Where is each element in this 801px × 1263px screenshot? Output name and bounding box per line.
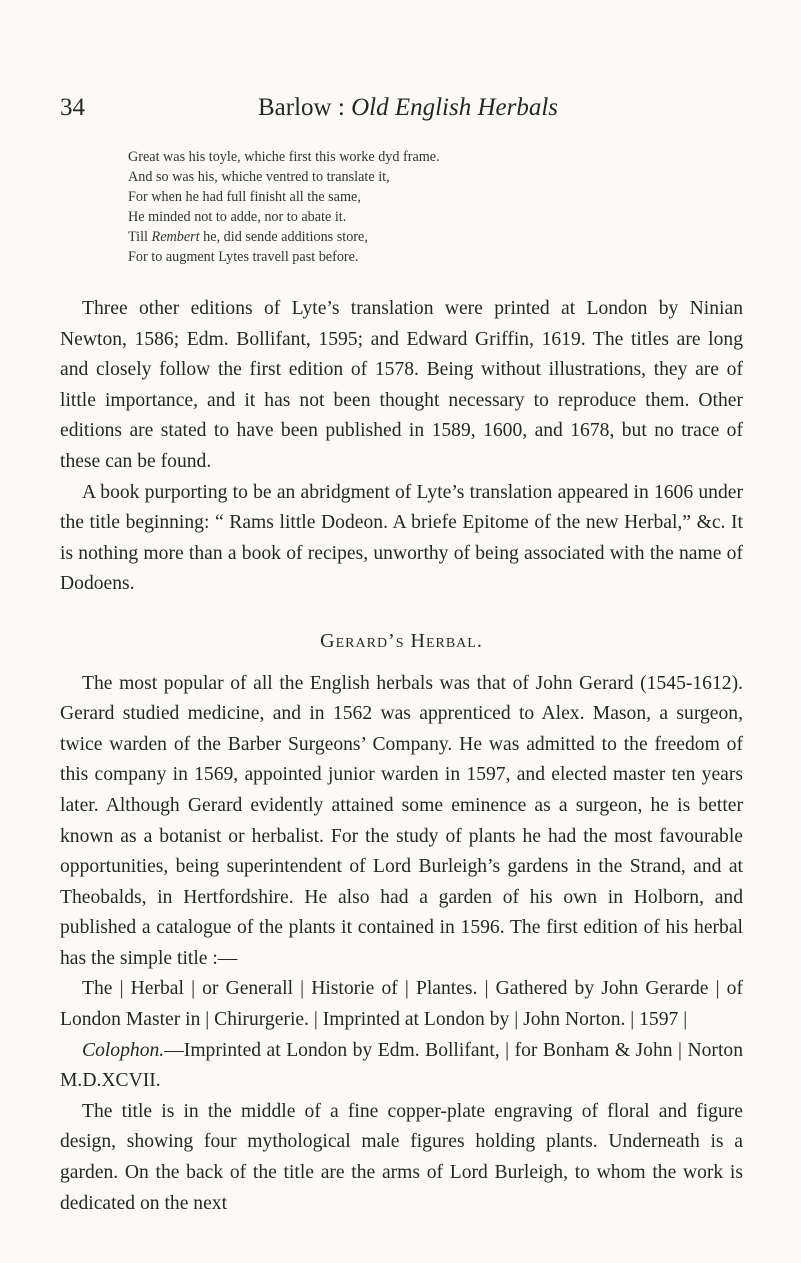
paragraph-gerard: The most popular of all the English herbals was that of John Gerard (1545-1612). Gerard studied medicine, and in 1562 was apprenticed to Alex. Mason, a surgeon, twice warden of the Barber Surgeons’ Company. He was admitted to the freedom of this company in 1569, appointed junior warden in 1597, and elected master ten years later. Although Gerard evidently attained some eminence as a surgeon, he is better known as a botanist or herbalist. For the study of plants he had the most favourable opportunities, being superintendent of Lord Burleigh’s gardens in the Strand, and at Theobalds, in Hertfordshire. He also had a garden of his own in Holborn, and published a catalogue of the plants it contained in 1596. The first edition of his herbal has the simple title :— [60, 672, 743, 969]
verse-line [128, 228, 748, 248]
paragraph-abridgment: A book purporting to be an abridgment of Lyte’s translation appeared in 1606 under the title beginning: “ Rams little Dodeon. A briefe Epitome of the new Herbal,” &c. It is nothing more than a book of recipes, unworthy of being associated with the name of Dodoens. [60, 481, 743, 595]
verse-line-prefix: Till [128, 228, 152, 245]
verse-line: And so was his, whiche ventred to translate it, [128, 168, 390, 185]
running-title [258, 94, 558, 122]
paragraph-colophon [60, 1036, 743, 1097]
header-author: Barlow [258, 94, 332, 121]
paragraph-editions: Three other editions of Lyte’s translation were printed at London by Ninian Newton, 1586; Edm. Bollifant, 1595; and Edward Griffin, 1619. The titles are long and closely follow the first edition of 1578. Being without illustrations, they are of little importance, and it has not been thought necessary to reproduce them. Other editions are stated to have been published in 1589, 1600, and 1678, but no trace of these can be found. [60, 298, 743, 472]
header-separator: : [331, 94, 352, 121]
page-number: 34 [60, 94, 85, 121]
header-book-title: Old English Herbals [351, 94, 559, 121]
verse-line: For to augment Lytes travell past before. [128, 248, 359, 265]
colophon-label: Colophon. [82, 1039, 165, 1061]
colophon-text: —Imprinted at London by Edm. Bollifant, | for Bonham & John | Norton M.D.XCVII. [60, 1039, 743, 1092]
verse-quotation [128, 148, 748, 267]
body-text [60, 294, 743, 1219]
running-header [60, 94, 740, 134]
verse-line-rest: he, did sende additions store, [199, 228, 368, 245]
verse-italic-name: Rembert [151, 228, 200, 245]
verse-line: He minded not to adde, nor to abate it. [128, 208, 347, 225]
section-heading: Gerard’s Herbal. [320, 629, 483, 652]
verse-line: Great was his toyle, whiche first this worke dyd frame. [128, 149, 440, 165]
verse-line: For when he had full finisht all the same, [128, 188, 361, 205]
paragraph-title-description: The title is in the middle of a fine copper-plate engraving of floral and figure design, showing four mythological male figures holding plants. Underneath is a garden. On the back of the title are the arms of Lord Burleigh, to whom the work is dedicated on the next [60, 1100, 743, 1214]
paragraph-title-transcription: The | Herbal | or Generall | Historie of | Plantes. | Gathered by John Gerarde | of London Master in | Chirurgerie. | Imprinted at London by | John Norton. | 1597 | [60, 978, 743, 1031]
